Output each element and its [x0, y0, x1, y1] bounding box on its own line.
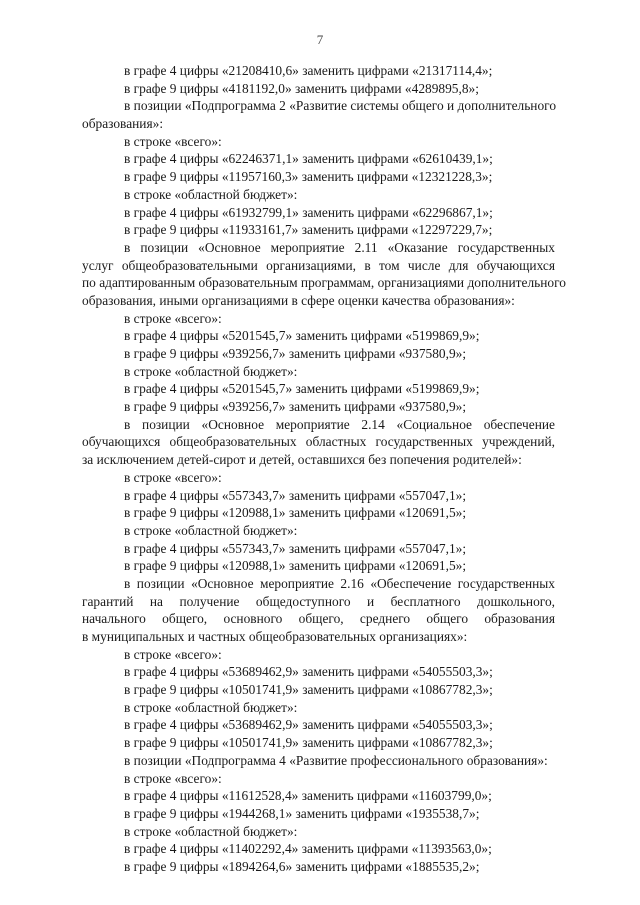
text-line: в графе 4 цифры «61932799,1» заменить цифрами «62296867,1»; — [124, 204, 493, 220]
text-line: в позиции «Основное мероприятие 2.14 «Социальное обеспечение — [124, 416, 555, 432]
text-line: в графе 4 цифры «53689462,9» заменить цифрами «54055503,3»; — [124, 717, 493, 733]
text-line: в графе 9 цифры «939256,7» заменить цифрами «937580,9»; — [124, 399, 467, 415]
text-line: в строке «областной бюджет»: — [124, 186, 298, 202]
text-line: в графе 9 цифры «10501741,9» заменить цифрами «10867782,3»; — [124, 735, 493, 751]
text-line: в строке «областной бюджет»: — [124, 522, 298, 538]
text-line: в графе 9 цифры «1894264,6» заменить цифрами «1885535,2»; — [124, 858, 480, 874]
text-line: в графе 4 цифры «53689462,9» заменить цифрами «54055503,3»; — [124, 664, 493, 680]
text-line: в строке «всего»: — [124, 646, 222, 662]
text-line: в строке «всего»: — [124, 469, 222, 485]
text-line: в муниципальных и частных общеобразовательных организациях»: — [82, 629, 468, 644]
text-line: в графе 4 цифры «5201545,7» заменить цифрами «5199869,9»; — [124, 328, 480, 344]
text-line: в строке «областной бюджет»: — [124, 699, 298, 715]
text-line: в графе 4 цифры «21208410,6» заменить цифрами «21317114,4»; — [124, 63, 493, 78]
text-line: по адаптированным образовательным программам, организациями дополнительного — [82, 275, 566, 291]
text-line: в позиции «Подпрограмма 2 «Развитие системы общего и дополнительного — [124, 98, 557, 114]
page-number: 7 — [316, 32, 324, 47]
text-line: в строке «всего»: — [124, 133, 222, 149]
text-line: в графе 4 цифры «11612528,4» заменить цифрами «11603799,0»; — [124, 788, 492, 804]
text-line: в графе 9 цифры «120988,1» заменить цифрами «120691,5»; — [124, 505, 467, 521]
text-line: в графе 4 цифры «557343,7» заменить цифрами «557047,1»; — [124, 540, 467, 556]
text-line: услуг общеобразовательными организациями, в том числе для обучающихся — [82, 257, 555, 273]
text-line: в графе 9 цифры «11933161,7» заменить цифрами «12297229,7»; — [124, 222, 493, 238]
text-line: в графе 4 цифры «5201545,7» заменить цифрами «5199869,9»; — [124, 381, 480, 397]
text-line: в позиции «Основное мероприятие 2.16 «Обеспечение государственных — [124, 575, 555, 591]
text-line: в графе 9 цифры «11957160,3» заменить цифрами «12321228,3»; — [124, 169, 493, 185]
text-line: в графе 4 цифры «62246371,1» заменить цифрами «62610439,1»; — [124, 151, 493, 167]
text-line: в строке «всего»: — [124, 310, 222, 326]
text-line: в строке «всего»: — [124, 770, 222, 786]
text-line: в строке «областной бюджет»: — [124, 823, 298, 839]
text-line: в позиции «Основное мероприятие 2.11 «Оказание государственных — [124, 239, 555, 255]
text-line: в графе 4 цифры «557343,7» заменить цифрами «557047,1»; — [124, 487, 467, 503]
text-line: за исключением детей-сирот и детей, оставшихся без попечения родителей»: — [82, 452, 522, 468]
text-line: образования, иными организациями в сфере оценки качества образования»: — [82, 292, 515, 308]
text-line: обучающихся общеобразовательных областных государственных учреждений, — [82, 434, 555, 450]
text-line: в позиции «Подпрограмма 4 «Развитие профессионального образования»: — [124, 752, 548, 768]
text-line: в графе 4 цифры «11402292,4» заменить цифрами «11393563,0»; — [124, 841, 492, 857]
text-line: в графе 9 цифры «10501741,9» заменить цифрами «10867782,3»; — [124, 682, 493, 698]
text-line: образования»: — [82, 116, 164, 132]
text-line: в графе 9 цифры «939256,7» заменить цифрами «937580,9»; — [124, 346, 467, 361]
text-line: в графе 9 цифры «1944268,1» заменить цифрами «1935538,7»; — [124, 805, 480, 821]
text-line: начального общего, основного общего, среднего общего образования — [82, 611, 555, 627]
document-body — [82, 62, 566, 876]
text-line: в графе 9 цифры «4181192,0» заменить цифрами «4289895,8»; — [124, 80, 479, 96]
text-line: в строке «областной бюджет»: — [124, 363, 298, 379]
text-line: в графе 9 цифры «120988,1» заменить цифрами «120691,5»; — [124, 558, 467, 574]
text-line: гарантий на получение общедоступного и бесплатного дошкольного, — [82, 593, 555, 609]
